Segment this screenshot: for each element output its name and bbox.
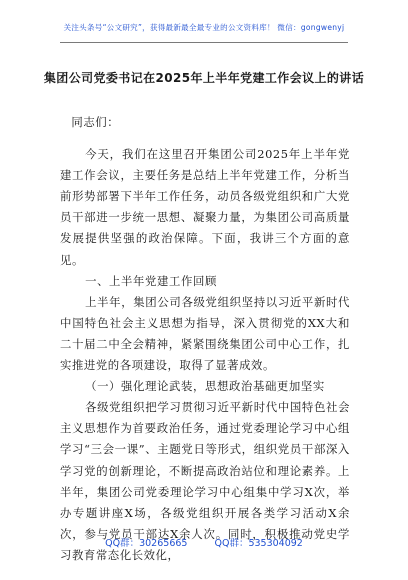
document-title: 集团公司党委书记在2025年上半年党建工作会议上的讲话 xyxy=(43,71,365,85)
header-note: 关注头条号“公文研究”，获得最新最全最专业的公文资料库！ 微信：gongwenyj xyxy=(63,23,345,32)
salutation: 同志们： xyxy=(71,115,120,129)
paragraph-theory: 各级党组织把学习贯彻习近平新时代中国特色社会主义思想作为首要政治任务，通过党委理论学习中心组学习“三会一课”、主题党日等形式，组织党员干部深入学习党的创新理论，不断提高政治站位和理论素养。上半年，集团公司党委理论学习中心组集中学习X次，举办专题讲座X场，各级党组织开展各类学习活动X余次，参与党员干部达X余人次。同时，积极推动党史学习教育常态化长效化， xyxy=(60,400,350,562)
subsection-heading: （一）强化理论武装，思想政治基础更加坚实 xyxy=(85,379,325,394)
paragraph-intro: 今天，我们在这里召开集团公司2025年上半年党建工作会议，主要任务是总结上半年党建工作，分析当前形势部署下半年工作任务，动员各级党组织和广大党员干部进一步统一思想、凝聚力量，为集团公司高质量发展提供坚强的政治保障。下面，我讲三个方面的意见。 xyxy=(60,147,350,267)
footer-qq-group-2: QQ群：535304092 xyxy=(214,538,303,549)
paragraph-review: 上半年，集团公司各级党组织坚持以习近平新时代中国特色社会主义思想为指导，深入贯彻党的XX大和二十届二中全会精神，紧紧围绕集团公司中心工作，扎实推进党的各项建设，取得了显著成效。 xyxy=(60,294,350,373)
section-heading: 一、上半年党建工作回顾 xyxy=(85,273,217,288)
header-divider xyxy=(60,42,348,43)
document-body xyxy=(60,112,350,566)
footer-qq-group-1: QQ群：30265665 xyxy=(105,538,188,549)
footer-contacts xyxy=(0,535,408,549)
